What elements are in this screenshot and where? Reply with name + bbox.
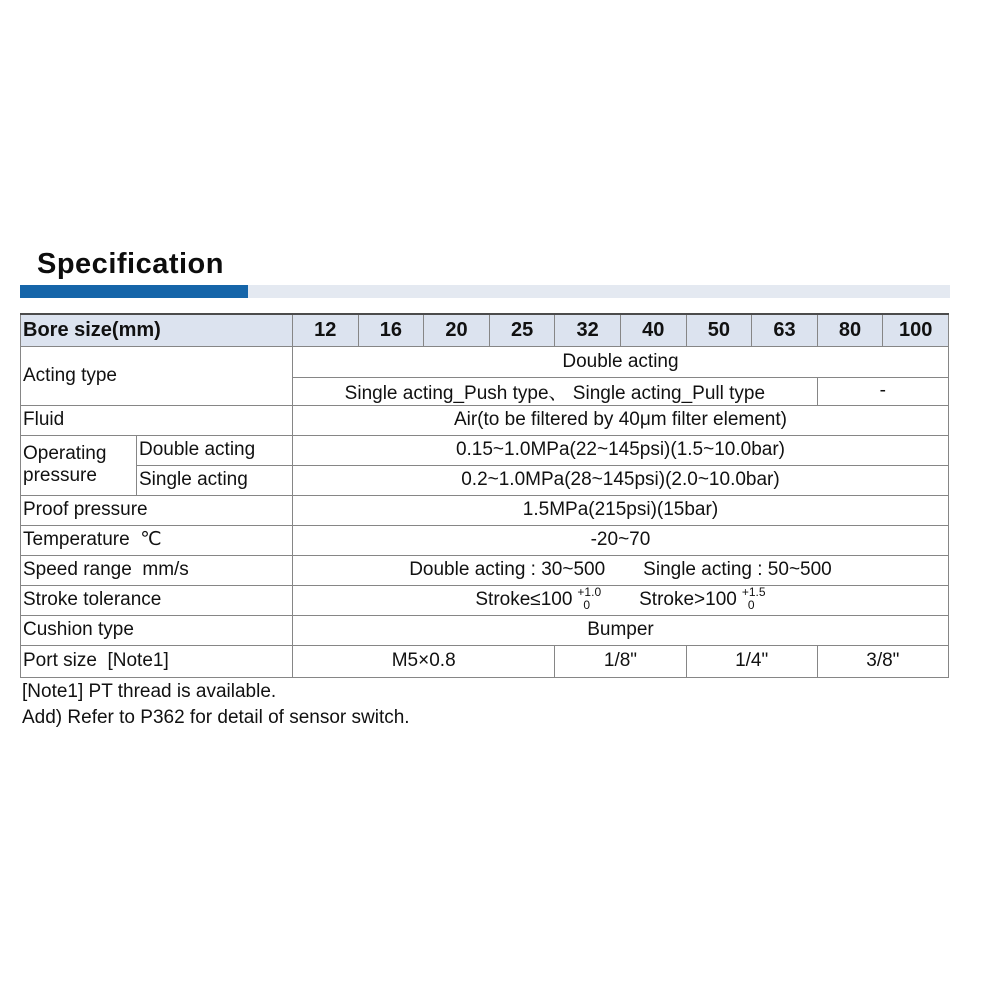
tolerance-stack-2 [742, 586, 766, 611]
row-temperature [21, 525, 949, 555]
temperature-label: Temperature ℃ [21, 525, 293, 555]
proof-pressure-label: Proof pressure [21, 495, 293, 525]
cell-operating-pressure-double: 0.15~1.0MPa(22~145psi)(1.5~10.0bar) [293, 435, 949, 465]
row-acting-type-double [21, 346, 949, 377]
cell-speed-range-value [293, 555, 949, 585]
cell-temperature-value: -20~70 [293, 525, 949, 555]
cell-stroke-tolerance-value [293, 585, 949, 615]
bore-header-25: 25 [489, 314, 555, 346]
header-row [21, 314, 949, 346]
port-size-label: Port size [Note1] [21, 645, 293, 677]
row-speed-range [21, 555, 949, 585]
operating-pressure-sub-double: Double acting [137, 435, 293, 465]
bore-header-12: 12 [293, 314, 359, 346]
note-line-2: Add) Refer to P362 for detail of sensor switch. [22, 707, 410, 728]
cushion-type-label: Cushion type [21, 615, 293, 645]
bore-header-16: 16 [358, 314, 424, 346]
row-stroke-tolerance [21, 585, 949, 615]
operating-pressure-label: Operating pressure [21, 435, 137, 495]
specification-table [20, 313, 949, 678]
operating-pressure-sub-single: Single acting [137, 465, 293, 495]
fluid-label: Fluid [21, 405, 293, 435]
row-cushion-type [21, 615, 949, 645]
row-operating-pressure-double [21, 435, 949, 465]
bore-header-20: 20 [424, 314, 490, 346]
tolerance-upper-2: +1.5 [741, 585, 766, 600]
acting-type-label: Acting type [21, 346, 293, 405]
accent-bar-dark-segment [20, 285, 248, 298]
cell-port-size-38: 3/8" [817, 645, 948, 677]
bore-header-40: 40 [620, 314, 686, 346]
stroke-tolerance-gt100 [639, 587, 765, 612]
note-line-1: [Note1] PT thread is available. [22, 681, 277, 702]
stroke-tolerance-le100 [475, 587, 601, 612]
cell-proof-pressure-value: 1.5MPa(215psi)(15bar) [293, 495, 949, 525]
cell-acting-single-na: - [817, 377, 948, 405]
row-operating-pressure-single [21, 465, 949, 495]
bore-header-32: 32 [555, 314, 621, 346]
speed-double-value: Double acting : 30~500 [409, 559, 606, 580]
row-proof-pressure [21, 495, 949, 525]
speed-range-label: Speed range mm/s [21, 555, 293, 585]
accent-bar [20, 285, 950, 298]
footnotes [22, 679, 410, 731]
cell-port-size-m5: M5×0.8 [293, 645, 555, 677]
bore-header-50: 50 [686, 314, 752, 346]
row-fluid [21, 405, 949, 435]
cell-fluid-value: Air(to be filtered by 40μm filter element) [293, 405, 949, 435]
bore-size-header: Bore size(mm) [21, 314, 293, 346]
row-port-size [21, 645, 949, 677]
tolerance-upper-1: +1.0 [577, 585, 602, 600]
tolerance-lower-1: 0 [583, 598, 591, 612]
speed-single-value: Single acting : 50~500 [643, 559, 832, 580]
stroke-cond-1: Stroke≤100 [475, 589, 573, 610]
bore-header-100: 100 [883, 314, 949, 346]
cell-acting-single: Single acting_Push type、 Single acting_Pull type [293, 377, 818, 405]
cell-cushion-type-value: Bumper [293, 615, 949, 645]
page-title: Specification [37, 248, 224, 280]
cell-port-size-18: 1/8" [555, 645, 686, 677]
tolerance-lower-2: 0 [747, 598, 755, 612]
stroke-cond-2: Stroke>100 [639, 589, 737, 610]
bore-header-80: 80 [817, 314, 883, 346]
stroke-tolerance-label: Stroke tolerance [21, 585, 293, 615]
cell-acting-double: Double acting [293, 346, 949, 377]
tolerance-stack-1 [577, 586, 601, 611]
bore-header-63: 63 [752, 314, 818, 346]
cell-operating-pressure-single: 0.2~1.0MPa(28~145psi)(2.0~10.0bar) [293, 465, 949, 495]
cell-port-size-14: 1/4" [686, 645, 817, 677]
